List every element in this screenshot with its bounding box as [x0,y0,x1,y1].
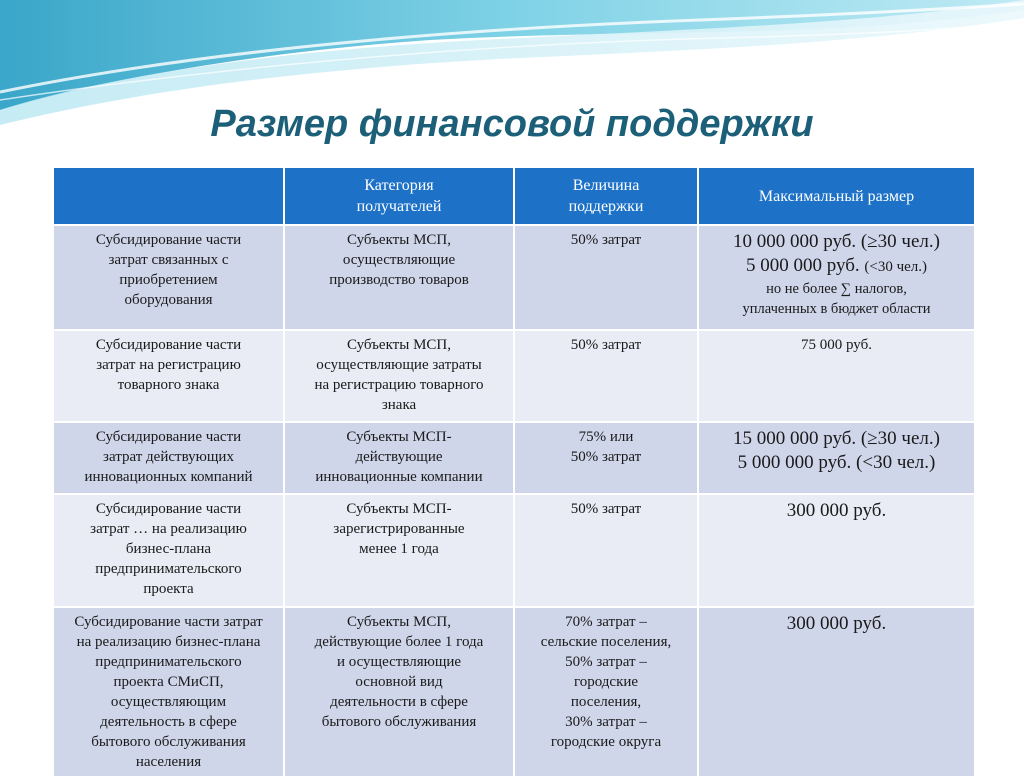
max-size-cell [698,494,975,607]
support-amount-cell [514,330,698,422]
support-type-cell [53,494,284,607]
cell-line [705,254,968,279]
recipient-category-cell [284,494,514,607]
cell-line: населения [135,754,202,770]
cell-line: оборудования [124,292,213,308]
cell-line: 10 000 000 руб. (≥30 чел.) [733,231,940,252]
header-cell-empty [53,167,284,225]
cell-line: деятельности в сфере [330,694,468,710]
cell-line: затрат действующих [103,449,234,465]
slide-title: Размер финансовой поддержки [210,103,814,145]
support-type-cell [53,330,284,422]
recipient-category-cell [284,330,514,422]
table-row [53,494,975,607]
cell-line: товарного знака [117,377,220,393]
cell-line: Субсидирование части [95,232,242,248]
cell-line: 5 000 000 руб. (<30 чел.) [737,452,936,473]
cell-line: 30% затрат – [565,714,647,730]
cell-line: инновационных компаний [84,469,253,485]
header-category [284,167,514,225]
cell-line: затрат связанных с [108,252,229,268]
cell-line: основной вид [355,674,443,690]
max-size-cell [698,330,975,422]
recipient-category-cell [284,422,514,494]
support-amount-cell [514,225,698,330]
cell-line: 50% затрат [570,449,642,465]
header-amount-line: поддержки [568,198,644,215]
cell-line: 300 000 руб. [786,500,887,521]
support-type-cell [53,225,284,330]
cell-line: знака [381,397,417,413]
cell-line: затрат … на реализацию [90,521,247,537]
table-header-row [53,167,975,225]
header-category-line: Категория [364,177,434,194]
cell-line: действующие более 1 года [314,634,484,650]
header-category-line: получателей [356,198,442,215]
cell-line: на регистрацию товарного [314,377,484,393]
cell-line: 75% или [578,429,634,445]
cell-line: 75 000 руб. [801,337,872,353]
cell-line: бытового обслуживания [321,714,477,730]
cell-line: деятельность в сфере [100,714,237,730]
cell-line: проекта [143,581,194,597]
cell-line: поселения, [570,694,642,710]
cell-line: инновационные компании [315,469,483,485]
table-row [53,225,975,330]
table-row [53,422,975,494]
header-amount-line: Величина [572,177,640,194]
cell-line: городские округа [550,734,662,750]
cell-line: менее 1 года [359,541,439,557]
cell-line: бытового обслуживания [91,734,246,750]
support-table [52,166,976,778]
table-row [53,607,975,777]
max-size-cell [698,607,975,777]
cell-line: на реализацию бизнес-плана [76,634,261,650]
cell-line: Субъекты МСП, [346,232,451,248]
support-amount-cell [514,494,698,607]
cell-line: производство товаров [329,272,469,288]
max-size-cell [698,422,975,494]
support-type-cell [53,422,284,494]
recipient-category-cell [284,225,514,330]
max-amount: 5 000 000 руб. [745,255,865,276]
support-amount-cell [514,422,698,494]
cell-line: 15 000 000 руб. (≥30 чел.) [733,428,940,449]
cell-line: но не более ∑ налогов, [766,281,907,297]
cell-line: затрат на регистрацию [96,357,241,373]
cell-line: Субсидирование части [95,429,242,445]
cell-line: 50% затрат [570,337,642,353]
cell-line: Субсидирование части [95,337,242,353]
cell-line: 50% затрат [570,232,642,248]
cell-line: проекта СМиСП, [113,674,224,690]
support-amount-cell [514,607,698,777]
cell-line: Субсидирование части [95,501,242,517]
cell-line: зарегистрированные [333,521,465,537]
recipient-category-cell [284,607,514,777]
cell-line: 300 000 руб. [786,613,887,634]
cell-line: 70% затрат – [565,614,647,630]
cell-line: Субъекты МСП- [346,429,452,445]
cell-line: осуществляющие [342,252,456,268]
cell-line: приобретением [119,272,218,288]
cell-line: бизнес-плана [125,541,212,557]
cell-line: Субъекты МСП, [346,337,451,353]
cell-line: Субъекты МСП, [346,614,451,630]
cell-line: уплаченных в бюджет области [742,301,931,317]
cell-line: 50% затрат – [565,654,647,670]
cell-line: предпринимательского [95,561,242,577]
cell-line: осуществляющие затраты [316,357,482,373]
table-row [53,330,975,422]
header-amount [514,167,698,225]
cell-line: городские [573,674,639,690]
cell-line: предпринимательского [95,654,242,670]
support-type-cell [53,607,284,777]
cell-line: Субсидирование части затрат [74,614,263,630]
cell-line: и осуществляющие [336,654,462,670]
cell-line: действующие [355,449,443,465]
cell-line: осуществляющим [110,694,227,710]
header-max-size: Максимальный размер [698,167,975,225]
cell-line: сельские поселения, [540,634,672,650]
cell-line: Субъекты МСП- [346,501,452,517]
max-size-cell [698,225,975,330]
employee-condition: (<30 чел.) [864,259,928,275]
cell-line: 50% затрат [570,501,642,517]
